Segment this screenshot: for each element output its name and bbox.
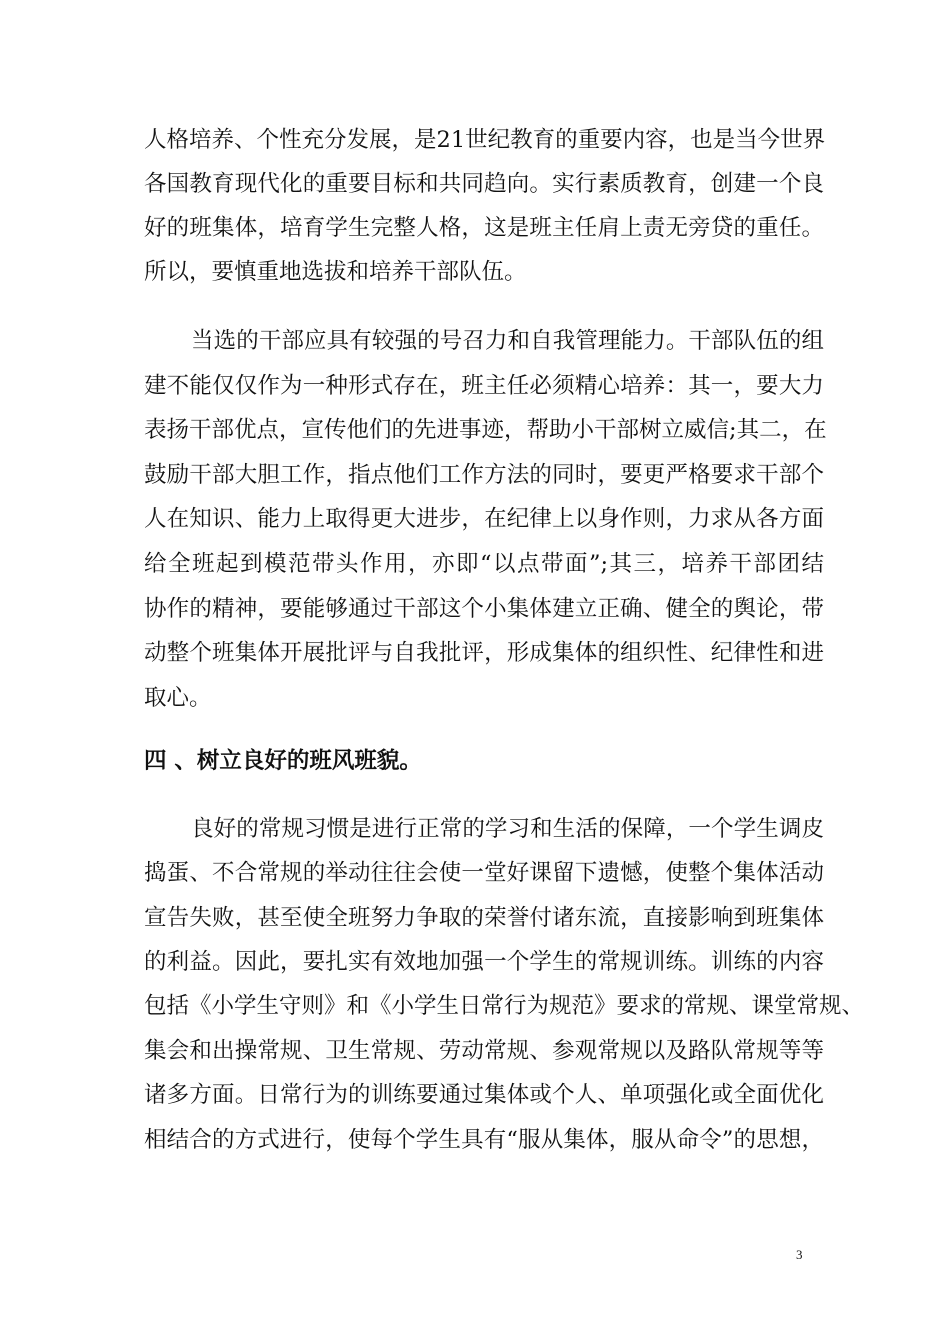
paragraph-2-line-5: 人在知识、能力上取得更大进步，在纪律上以身作则，力求从各方面 bbox=[144, 506, 824, 532]
paragraph-1-line-1: 人格培养、个性充分发展，是21世纪教育的重要内容，也是当今世界 bbox=[144, 127, 826, 153]
paragraph-3-line-7: 诸多方面。日常行为的训练要通过集体或个人、单项强化或全面优化 bbox=[144, 1082, 824, 1108]
paragraph-3-line-8: 相结合的方式进行，使每个学生具有“服从集体，服从命令”的思想， bbox=[144, 1127, 824, 1153]
paragraph-2-line-9: 取心。 bbox=[144, 685, 212, 711]
paragraph-1-line-2: 各国教育现代化的重要目标和共同趋向。实行素质教育，创建一个良 bbox=[144, 171, 824, 197]
paragraph-3-line-5: 包括《小学生守则》和《小学生日常行为规范》要求的常规、课堂常规、 bbox=[144, 993, 865, 1019]
paragraph-3-line-6: 集会和出操常规、卫生常规、劳动常规、参观常规以及路队常规等等 bbox=[144, 1038, 824, 1064]
paragraph-1-line-3: 好的班集体，培育学生完整人格，这是班主任肩上责无旁贷的重任。 bbox=[144, 215, 824, 241]
paragraph-3-line-4: 的利益。因此，要扎实有效地加强一个学生的常规训练。训练的内容 bbox=[144, 949, 824, 975]
paragraph-3-line-3: 宣告失败，甚至使全班努力争取的荣誉付诸东流，直接影响到班集体 bbox=[144, 905, 824, 931]
paragraph-2-line-8: 动整个班集体开展批评与自我批评，形成集体的组织性、纪律性和进 bbox=[144, 640, 824, 666]
paragraph-1-line-4: 所以，要慎重地选拔和培养干部队伍。 bbox=[144, 259, 527, 285]
paragraph-2-line-2: 建不能仅仅作为一种形式存在，班主任必须精心培养：其一，要大力 bbox=[144, 373, 824, 399]
paragraph-2-line-4: 鼓励干部大胆工作，指点他们工作方法的同时，要更严格要求干部个 bbox=[144, 462, 824, 488]
paragraph-2-line-6: 给全班起到模范带头作用，亦即“以点带面”;其三，培养干部团结 bbox=[144, 551, 824, 577]
paragraph-2-line-1: 当选的干部应具有较强的号召力和自我管理能力。干部队伍的组 bbox=[191, 328, 824, 354]
paragraph-2-line-7: 协作的精神，要能够通过干部这个小集体建立正确、健全的舆论，带 bbox=[144, 596, 824, 622]
page-number: 3 bbox=[796, 1247, 803, 1262]
paragraph-3-line-1: 良好的常规习惯是进行正常的学习和生活的保障，一个学生调皮 bbox=[191, 816, 824, 842]
section-heading: 四 、树立良好的班风班貌。 bbox=[144, 748, 422, 774]
paragraph-2-line-3: 表扬干部优点，宣传他们的先进事迹，帮助小干部树立威信;其二，在 bbox=[144, 417, 827, 443]
paragraph-3-line-2: 捣蛋、不合常规的举动往往会使一堂好课留下遗憾，使整个集体活动 bbox=[144, 860, 824, 886]
